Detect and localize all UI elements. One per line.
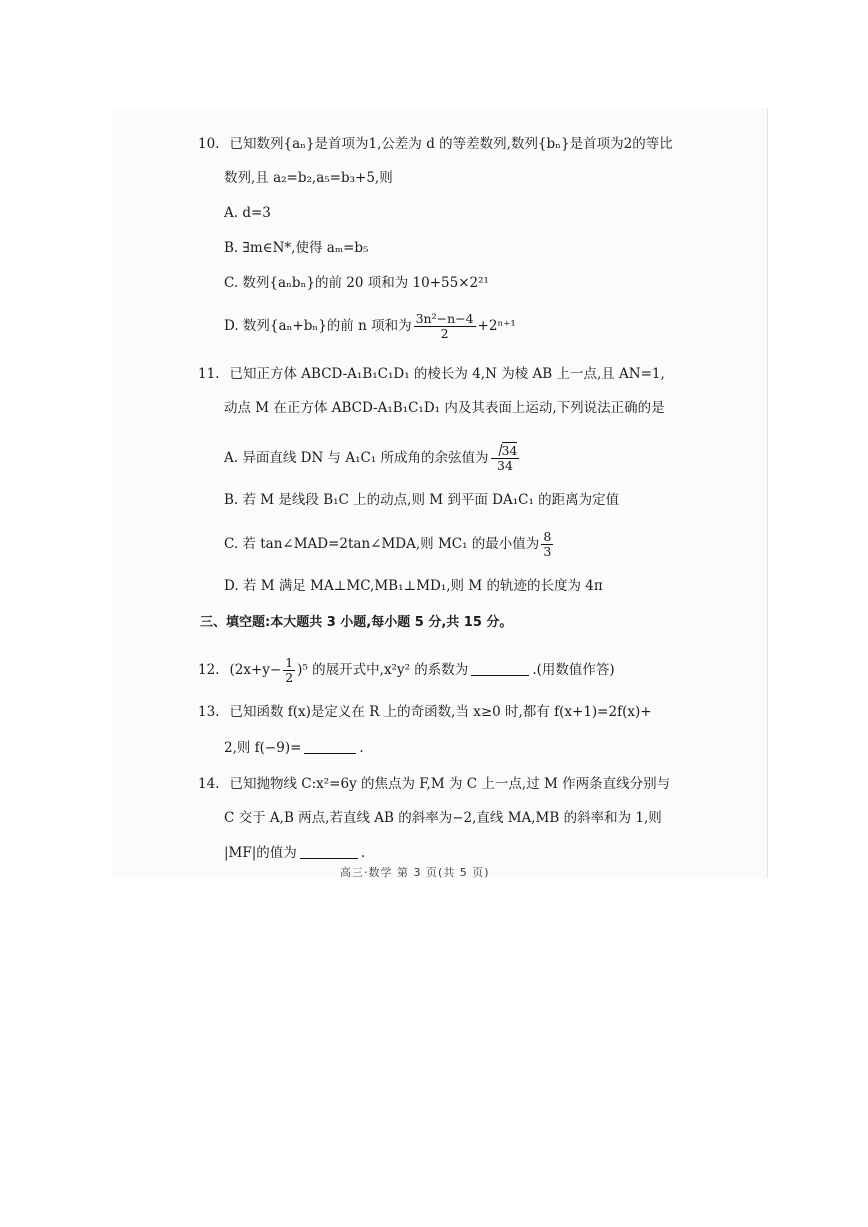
q14-stem-3-end: .	[360, 845, 366, 861]
q13-line1	[198, 702, 652, 722]
q10-option-d-fraction	[414, 312, 476, 341]
q13-answer-blank[interactable]	[304, 752, 356, 754]
section-heading: 三、填空题:本大题共 3 小题,每小题 5 分,共 15 分。	[200, 615, 513, 630]
sqrt-symbol	[493, 443, 518, 458]
q11-line1	[198, 364, 665, 384]
q11-number: 11.	[198, 366, 220, 382]
q11-option-a	[224, 444, 521, 473]
q11-line2: 动点 M 在正方体 ABCD-A₁B₁C₁D₁ 内及其表面上运动,下列说法正确的是	[224, 400, 665, 416]
q11-option-b: B. 若 M 是线段 B₁C 上的动点,则 M 到平面 DA₁C₁ 的距离为定值	[224, 492, 620, 508]
q12-numerator: 1	[285, 655, 294, 670]
q12-expr-head: (2x+y−	[229, 662, 282, 678]
q10-option-a: A. d=3	[224, 205, 271, 221]
q11-option-a-fraction	[491, 444, 520, 473]
q12-denominator: 2	[285, 670, 294, 685]
q14-number: 14.	[198, 776, 220, 792]
q11-option-c	[224, 530, 555, 559]
q14-stem-1: 已知抛物线 C:x²=6y 的焦点为 F,M 为 C 上一点,过 M 作两条直线分别与	[229, 776, 671, 792]
q11-option-c-denominator: 3	[543, 544, 552, 559]
q11-option-c-text: C. 若 tan∠MAD=2tan∠MDA,则 MC₁ 的最小值为	[224, 536, 540, 552]
q14-answer-blank[interactable]	[300, 857, 358, 859]
q14-line2: C 交于 A,B 两点,若直线 AB 的斜率为−2,直线 MA,MB 的斜率和为 1,则	[224, 810, 662, 826]
q11-option-a-text: A. 异面直线 DN 与 A₁C₁ 所成角的余弦值为	[224, 450, 489, 466]
q14-line1	[198, 774, 670, 794]
q11-option-a-denominator: 34	[497, 458, 513, 473]
q12-text: 的展开式中,x²y² 的系数为	[312, 662, 469, 678]
q13-stem-1: 已知函数 f(x)是定义在 R 上的奇函数,当 x≥0 时,都有 f(x+1)=2f(x)+	[229, 704, 652, 720]
q13-line2	[224, 738, 364, 758]
q10-number: 10.	[198, 136, 220, 152]
q10-option-c: C. 数列{aₙbₙ}的前 20 项和为 10+55×2²¹	[224, 275, 489, 291]
q14-line3	[224, 843, 365, 863]
q11-option-c-numerator: 8	[543, 529, 552, 544]
q10-option-d-denominator: 2	[440, 326, 449, 341]
q13-number: 13.	[198, 704, 220, 720]
q10-option-d-text: D. 数列{aₙ+bₙ}的前 n 项和为	[224, 318, 412, 334]
q12-fraction	[283, 656, 295, 685]
q12-number: 12.	[198, 662, 220, 678]
q12-expr-tail: )⁵	[297, 662, 308, 678]
page-footer: 高三·数学 第 3 页(共 5 页)	[340, 866, 490, 879]
q10-option-d-tail: +2ⁿ⁺¹	[477, 318, 516, 334]
q12-suffix: .(用数值作答)	[532, 662, 615, 678]
q11-stem-1: 已知正方体 ABCD-A₁B₁C₁D₁ 的棱长为 4,N 为棱 AB 上一点,且 AN=1,	[229, 366, 665, 382]
q11-option-d: D. 若 M 满足 MA⊥MC,MB₁⊥MD₁,则 M 的轨迹的长度为 4π	[224, 578, 603, 594]
q14-stem-3: |MF|的值为	[224, 845, 297, 861]
q12-answer-blank[interactable]	[471, 674, 529, 676]
q10-stem-1: 已知数列{aₙ}是首项为1,公差为 d 的等差数列,数列{bₙ}是首项为2的等比	[229, 136, 673, 152]
q11-option-a-radicand: 34	[501, 443, 518, 458]
q10-line1	[198, 134, 673, 154]
q10-option-b: B. ∃m∈N*,使得 aₘ=b₅	[224, 240, 369, 256]
q10-option-d-numerator: 3n²−n−4	[415, 311, 474, 326]
q10-line2: 数列,且 a₂=b₂,a₅=b₃+5,则	[224, 170, 393, 186]
q10-option-d	[224, 312, 516, 341]
q13-stem-2-end: .	[359, 740, 364, 756]
q11-option-c-fraction	[541, 530, 553, 559]
q11-option-a-numerator	[491, 444, 520, 459]
q13-stem-2: 2,则 f(−9)=	[224, 740, 302, 756]
q12-line	[198, 656, 615, 685]
